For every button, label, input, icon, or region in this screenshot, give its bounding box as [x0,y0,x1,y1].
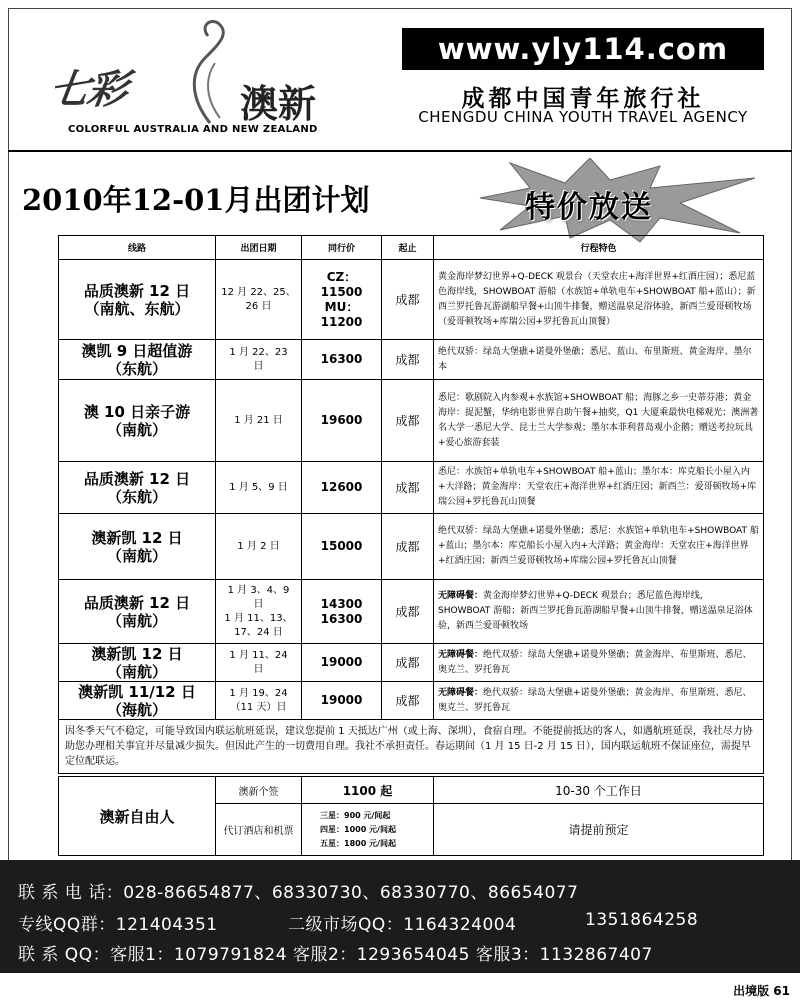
date-cell: 1 月 19、24 （11 天）日 [216,682,302,720]
header-divider [8,150,792,152]
visa-price: 1100 起 [302,777,434,804]
route-cell: 澳 10 日亲子游 （南航） [59,380,216,462]
date-cell: 1 月 3、4、9 日 1 月 11、13、 17、24 日 [216,580,302,644]
visa-processing-time: 10-30 个工作日 [434,777,764,804]
route-cell: 澳新凯 12 日 （南航） [59,514,216,580]
table-row [59,462,764,514]
col-header-departure: 起止 [382,236,434,260]
tour-schedule-table [58,235,764,774]
departure-cell: 成都 [382,380,434,462]
route-cell: 澳新凯 11/12 日 （海航） [59,682,216,720]
travel-notice: 因冬季天气不稳定，可能导致国内联运航班延误，建议您提前 1 天抵达广州（或上海、深圳），食宿自理。不能提前抵达的客人，如遇航班延误，我社尽力协助您办理相关事宜并尽量减少损失。但因此产生的一切费用自理。我社不承担责任。春运期间（1 月 15 日-2 月 15 日），国内联运航班不保证座位，需提早定位配联运。 [59,720,764,774]
table-row [59,514,764,580]
departure-cell: 成都 [382,340,434,380]
page-number: 出境版 61 [733,984,790,998]
date-cell: 1 月 22、23 日 [216,340,302,380]
route-cell: 澳凯 9 日超值游 （东航） [59,340,216,380]
date-cell: 1 月 11、24 日 [216,644,302,682]
agency-name-cn: 成都中国青年旅行社 [461,86,705,112]
price-cell: 19600 [302,380,382,462]
table-row [59,260,764,340]
price-cell: 19000 [302,682,382,720]
col-header-dates: 出团日期 [216,236,302,260]
departure-cell: 成都 [382,462,434,514]
features-cell: 绝代双骄：绿岛大堡礁+诺曼外堡礁；悉尼、蓝山、布里斯班、黄金海岸、墨尔本 [434,340,764,380]
route-cell: 品质澳新 12 日 （东航） [59,462,216,514]
hotel-prices: 三星：900 元/间起 四星：1000 元/间起 五星：1800 元/间起 [302,804,434,856]
features-cell: 无障碍餐：绝代双骄：绿岛大堡礁+诺曼外堡礁；黄金海岸、布里斯班、悉尼、奥克兰、罗托鲁瓦 [434,644,764,682]
logo-script-text: 七彩 [46,66,129,113]
route-cell: 品质澳新 12 日 （南航） [59,580,216,644]
route-cell: 澳新凯 12 日 （南航） [59,644,216,682]
departure-cell: 成都 [382,260,434,340]
free-visa-row [59,777,764,804]
features-cell: 悉尼：歌剧院入内参观+水族馆+SHOWBOAT 船；海豚之乡一史蒂芬港；黄金海岸：捉泥蟹，华纳电影世界自助午餐+抽奖，Q1 大厦乘最快电梯观光；澳洲著名大学一悉尼大学、昆士兰大学参观；墨尔本菲利普岛观小企鹅；赠送考拉玩具+爱心旅游套装 [434,380,764,462]
contact-phones: 联 系 电 话：028-86654877、68330730、68330770、86654077 [18,883,579,903]
features-cell: 无障碍餐：黄金海岸梦幻世界+Q-DECK 观景台；悉尼蓝色海岸线，SHOWBOAT 游船；新西兰罗托鲁瓦游湖船早餐+山顶牛排餐，赠送温泉足浴体验，新西兰爱哥顿牧场 [434,580,764,644]
departure-cell: 成都 [382,514,434,580]
price-cell: 12600 [302,462,382,514]
date-cell: 12 月 22、25、 26 日 [216,260,302,340]
departure-cell: 成都 [382,644,434,682]
price-cell: 16300 [302,340,382,380]
departure-cell: 成都 [382,580,434,644]
departure-cell: 成都 [382,682,434,720]
table-row [59,580,764,644]
features-cell: 悉尼：水族馆+单轨电车+SHOWBOAT 船+蓝山；墨尔本：库克船长小屋入内+大洋路；黄金海岸：天堂农庄+海洋世界+红酒庄园；新西兰：爱哥顿牧场+库瑞公园+罗托鲁瓦山顶餐 [434,462,764,514]
table-row [59,340,764,380]
special-offer-label: 特价放送 [525,190,653,225]
logo [46,18,360,143]
agency-name-en: CHENGDU CHINA YOUTH TRAVEL AGENCY [418,108,748,126]
contact-qq-group: 专线QQ群：121404351 [18,915,218,935]
table-row [59,644,764,682]
contact-mobile: 1351864258 [585,910,699,930]
table-row [59,682,764,720]
price-cell: 19000 [302,644,382,682]
visa-label: 澳新个签 [216,777,302,804]
page-title: 2010年12-01月出团计划 [22,183,370,217]
features-cell: 无障碍餐：绝代双骄：绿岛大堡礁+诺曼外堡礁；黄金海岸、布里斯班、悉尼、奥克兰、罗托鲁瓦 [434,682,764,720]
contact-secondary-market: 二级市场QQ：1164324004 [288,915,517,935]
contact-bar [0,860,800,973]
table-header-row [59,236,764,260]
table-note-row [59,720,764,774]
logo-tagline: COLORFUL AUSTRALIA AND NEW ZEALAND [68,124,318,135]
logo-brand-name: 澳新 [240,82,317,126]
date-cell: 1 月 21 日 [216,380,302,462]
hotel-label: 代订酒店和机票 [216,804,302,856]
free-travel-title: 澳新自由人 [59,777,216,856]
col-header-features: 行程特色 [434,236,764,260]
price-cell: 14300 16300 [302,580,382,644]
website-url[interactable]: www.yly114.com [402,28,764,70]
col-header-price: 同行价 [302,236,382,260]
table-row [59,380,764,462]
contact-qq-service: 联 系 QQ：客服1：1079791824 客服2：1293654045 客服3：1132867407 [18,945,653,965]
logo-swirl-icon [170,18,240,128]
free-travel-table [58,776,764,856]
price-cell: CZ：11500 MU：11200 [302,260,382,340]
col-header-route: 线路 [59,236,216,260]
features-cell: 黄金海岸梦幻世界+Q-DECK 观景台（天堂农庄+海洋世界+红酒庄园）；悉尼蓝色海岸线，SHOWBOAT 游船（水族馆+单轨电车+SHOWBOAT 船+蓝山）；新西兰罗托鲁瓦游湖船早餐+山顶牛排餐，赠送温泉足浴体验，新西兰爱哥顿牧场（爱哥顿牧场+库瑞公园+罗托鲁瓦山顶餐） [434,260,764,340]
route-cell: 品质澳新 12 日 （南航、东航） [59,260,216,340]
price-cell: 15000 [302,514,382,580]
date-cell: 1 月 5、9 日 [216,462,302,514]
hotel-booking-info: 请提前预定 [434,804,764,856]
features-cell: 绝代双骄：绿岛大堡礁+诺曼外堡礁；悉尼：水族馆+单轨电车+SHOWBOAT 船+蓝山；墨尔本：库克船长小屋入内+大洋路；黄金海岸：天堂农庄+海洋世界+红酒庄园；新西兰爱哥顿牧场+库瑞公园+罗托鲁瓦山顶餐 [434,514,764,580]
date-cell: 1 月 2 日 [216,514,302,580]
